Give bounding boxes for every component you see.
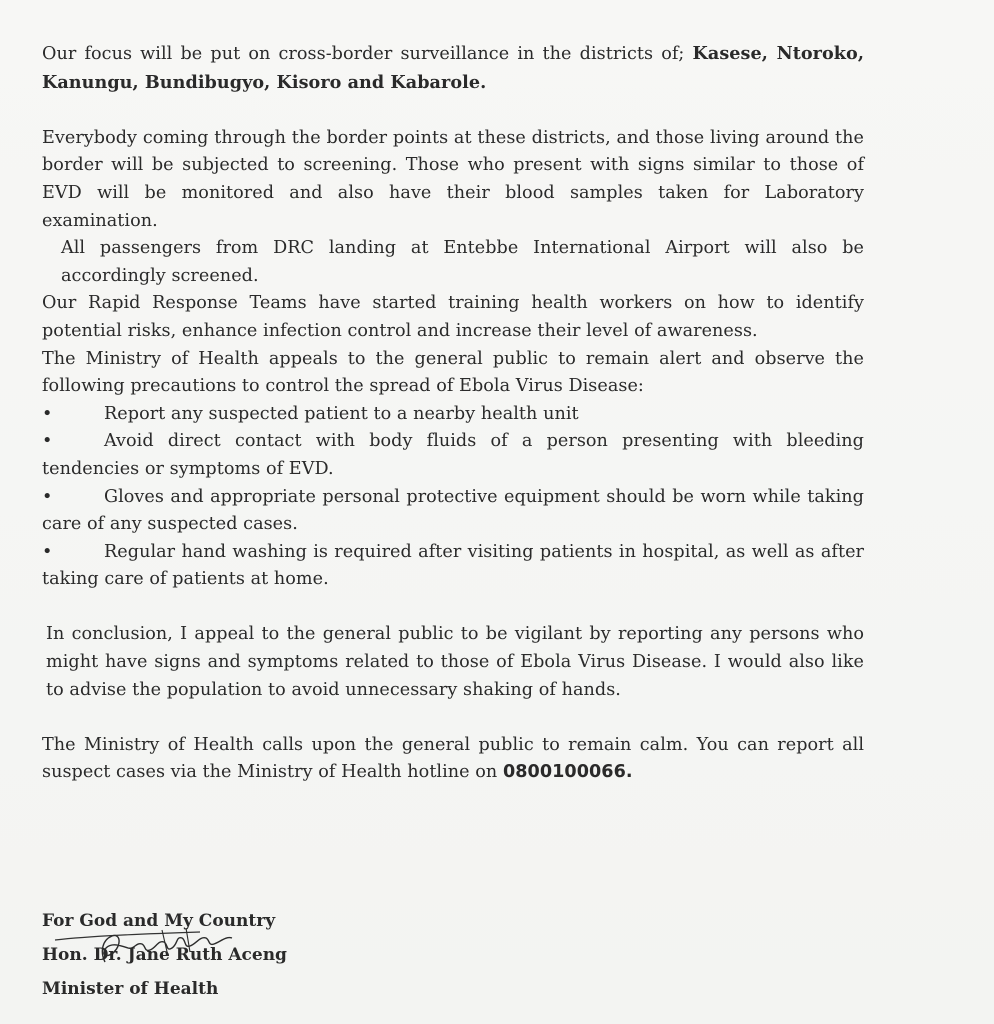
bullet-item: • Regular hand washing is required after visiting patients in hospital, as well as after taking care of patients at home. — [42, 539, 864, 594]
bullet-marker: • — [42, 403, 53, 424]
signatory-name: Hon. Dr. Jane Ruth Aceng — [42, 945, 287, 965]
bullet-marker: • — [42, 486, 53, 507]
bullet-item: • Report any suspected patient to a nearby health unit — [42, 401, 864, 429]
hotline-number: 0800100066. — [502, 762, 633, 783]
paragraph-hotline: The Ministry of Health calls upon the general public to remain calm. You can report all suspect cases via the Ministry of Health hotline on 0800100066. — [42, 734, 864, 783]
letter-body — [42, 40, 864, 787]
paragraph-focus-districts: Our focus will be put on cross-border surveillance in the districts of; Kasese, Ntoroko, Kanungu, Bundibugyo, Kisoro and Kabarole. — [42, 43, 864, 93]
bullet-item: • Gloves and appropriate personal protective equipment should be worn while taking care of any suspected cases. — [42, 484, 864, 539]
paragraph-rapid-response: Our Rapid Response Teams have started training health workers on how to identify potential risks, enhance infection control and increase their level of awareness. — [42, 293, 864, 341]
closing-motto: For God and My Country — [42, 911, 276, 931]
district-list: Kasese, Ntoroko, Kanungu, Bundibugyo, Kisoro and Kabarole. — [42, 43, 864, 93]
paragraph-conclusion: In conclusion, I appeal to the general public to be vigilant by reporting any persons who might have signs and symptoms related to those of Ebola Virus Disease. I would also like to advise the population to avoid unnecessary shaking of hands. — [46, 624, 864, 700]
bullet-marker: • — [42, 541, 53, 562]
bullet-item: • Avoid direct contact with body fluids of a person presenting with bleeding tendencies or symptoms of EVD. — [42, 428, 864, 483]
handwritten-signature — [50, 922, 240, 968]
bullet-marker: • — [42, 431, 53, 452]
signatory-title: Minister of Health — [42, 979, 219, 999]
paragraph-appeal: The Ministry of Health appeals to the general public to remain alert and observe the following precautions to control the spread of Ebola Virus Disease: — [42, 348, 864, 397]
paragraph-screening: Everybody coming through the border points at these districts, and those living around the border will be subjected to screening. Those who present with signs similar to those of EVD will be monitored and also have their blood samples taken for Laboratory examination. — [42, 127, 864, 231]
paragraph-airport: All passengers from DRC landing at Entebbe International Airport will also be accordingly screened. — [61, 238, 864, 286]
